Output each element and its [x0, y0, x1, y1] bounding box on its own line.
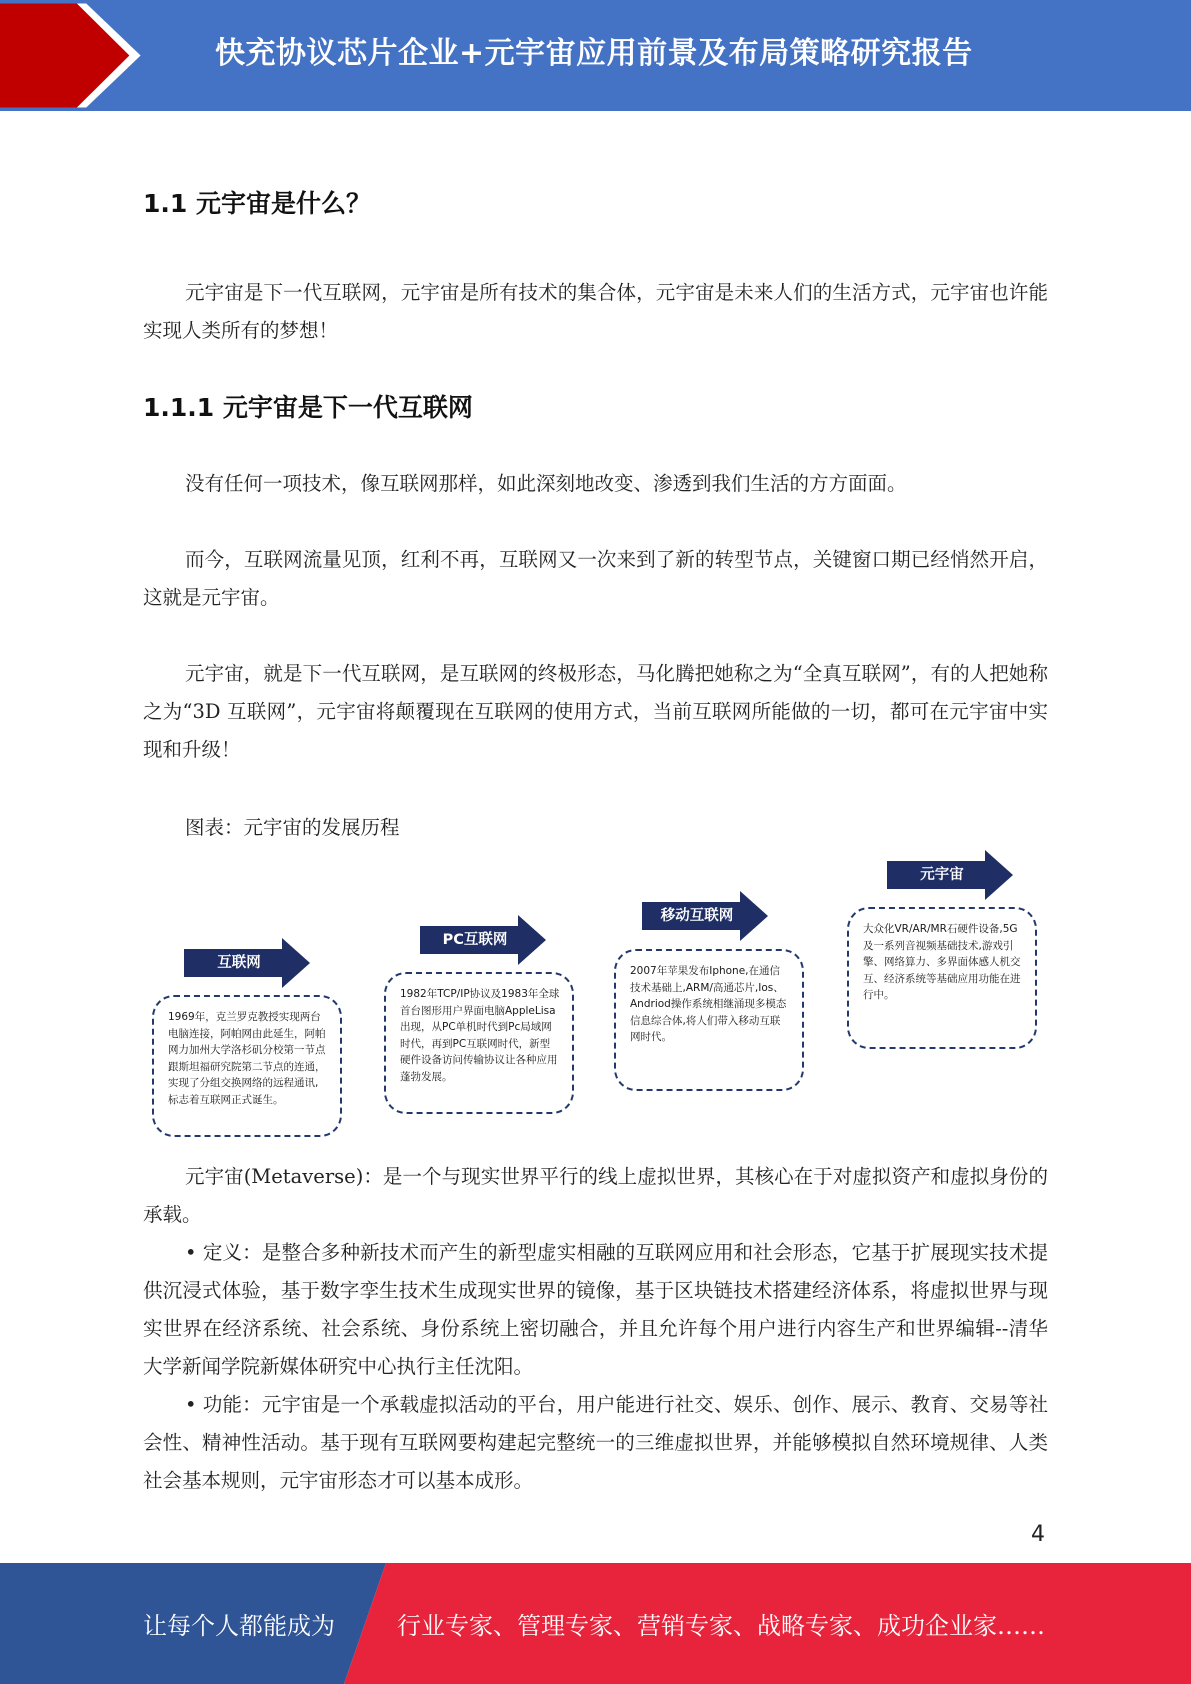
stage-arrow-metaverse — [887, 850, 1013, 900]
stage-label: PC互联网 — [442, 932, 508, 948]
footer-slogan-left: 让每个人都能成为 — [143, 1612, 335, 1640]
paragraph-1: 没有任何一项技术，像互联网那样，如此深刻地改变、渗透到我们生活的方方面面。 — [185, 472, 907, 495]
stage-box-pc-internet: 1982年TCP/IP协议及1983年全球首台图形用户界面电脑AppleLisa出现，从PC单机时代到Pc局域网时代，再到PC互联网时代，新型硬件设备访问传输协议让各种应用蓬勃发展。 — [384, 972, 574, 1114]
intro-paragraph: 元宇宙是下一代互联网，元宇宙是所有技术的集合体，元宇宙是未来人们的生活方式，元宇宙也许能实现人类所有的梦想！ — [143, 281, 1048, 342]
stage-box-metaverse: 大众化VR/AR/MR石硬件设备,5G及一系列音视频基础技术,游戏引擎、网络算力、多界面体感人机交互、经济系统等基础应用功能在进行中。 — [847, 907, 1037, 1049]
header-chevron-icon — [0, 0, 150, 111]
paragraph-6: • 功能：元宇宙是一个承载虚拟活动的平台，用户能进行社交、娱乐、创作、展示、教育、交易等社会性、精神性活动。基于现有互联网要构建起完整统一的三维虚拟世界，并能够模拟自然环境规律、人类社会基本规则，元宇宙形态才可以基本成形。 — [143, 1393, 1048, 1492]
header-banner — [0, 0, 1191, 111]
stage-box-mobile-internet: 2007年苹果发布Iphone,在通信技术基础上,ARM/高通芯片,Ios、Andriod操作系统相继涌现多模态信息综合体,将人们带入移动互联网时代。 — [614, 949, 804, 1091]
footer-slogan-right: 行业专家、管理专家、营销专家、战略专家、成功企业家…… — [397, 1612, 1045, 1640]
paragraph-4: 元宇宙(Metaverse)：是一个与现实世界平行的线上虚拟世界，其核心在于对虚拟资产和虚拟身份的承载。 — [143, 1165, 1048, 1226]
paragraph-2: 而今，互联网流量见顶，红利不再，互联网又一次来到了新的转型节点，关键窗口期已经悄然开启，这就是元宇宙。 — [143, 548, 1048, 609]
paragraph-3: 元宇宙，就是下一代互联网，是互联网的终极形态，马化腾把她称之为“全真互联网”，有的人把她称之为“3D 互联网”，元宇宙将颠覆现在互联网的使用方式，当前互联网所能做的一切，都可在元宇宙中实现和升级！ — [143, 662, 1048, 761]
paragraph-5: • 定义：是整合多种新技术而产生的新型虚实相融的互联网应用和社会形态，它基于扩展现实技术提供沉浸式体验，基于数字孪生技术生成现实世界的镜像，基于区块链技术搭建经济体系，将虚拟世界与现实世界在经济系统、社会系统、身份系统上密切融合，并且允许每个用户进行内容生产和世界编辑--清华大学新闻学院新媒体研究中心执行主任沈阳。 — [143, 1241, 1048, 1378]
report-title: 快充协议芯片企业+元宇宙应用前景及布局策略研究报告 — [215, 36, 973, 71]
section-heading: 1.1 元宇宙是什么？ — [143, 189, 371, 218]
stage-arrow-pc-internet — [420, 915, 546, 965]
stage-arrow-internet — [184, 938, 310, 988]
stage-box-internet: 1969年，克兰罗克教授实现两台电脑连接，阿帕网由此延生，阿帕网力加州大学洛杉矶分校第一节点跟斯坦福研究院第二节点的连通，实现了分组交换网络的远程通讯,标志着互联网正式诞生。 — [152, 995, 342, 1137]
stage-label: 互联网 — [217, 955, 261, 971]
figure-caption: 图表：元宇宙的发展历程 — [185, 816, 400, 839]
timeline-figure — [140, 842, 1050, 1142]
stage-label: 移动互联网 — [660, 908, 734, 924]
stage-arrow-mobile-internet — [642, 891, 768, 941]
footer-banner — [0, 1563, 1191, 1684]
page-number: 4 — [1031, 1522, 1045, 1547]
subsection-heading: 1.1.1 元宇宙是下一代互联网 — [143, 393, 473, 422]
stage-label: 元宇宙 — [920, 867, 964, 883]
